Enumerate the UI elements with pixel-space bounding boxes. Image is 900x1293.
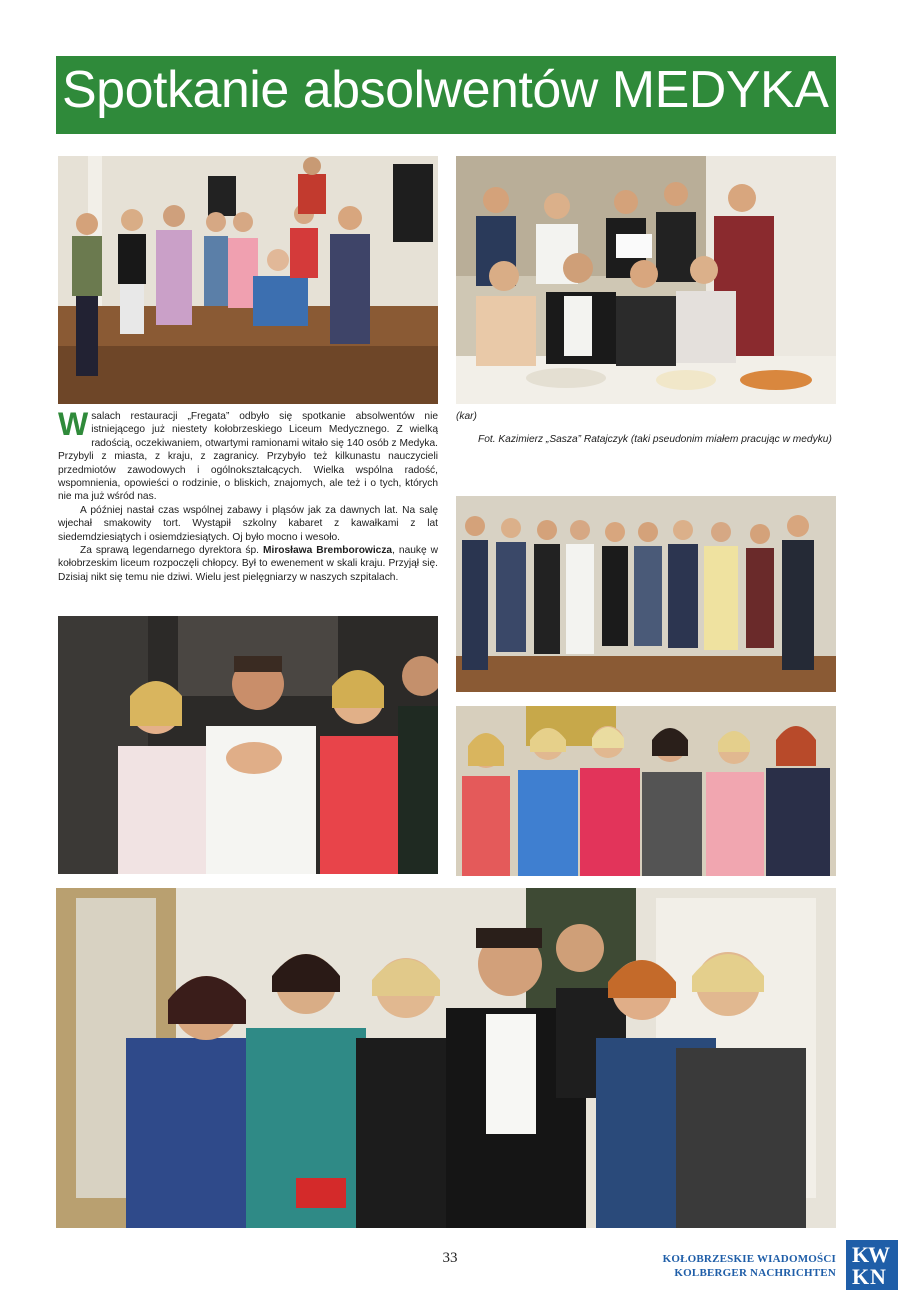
- publication-name-polish: KOŁOBRZESKIE WIADOMOŚCI: [662, 1253, 836, 1265]
- article-paragraph-3-lead: Za sprawą legendarnego dyrektora śp.: [80, 545, 260, 557]
- stage-performance-photo: [58, 156, 438, 404]
- publication-name: [636, 1252, 836, 1280]
- article-paragraph-1-text: salach restauracji „Fregata” odbyło się spotkanie absolwentów nie istniejącego już niestety kołobrzeskiego Liceum Medycznego. Z wielką radością, oczekiwaniem, otwartymi ramionami witało się 140 osób z Medyka. Przybyli z miasta, z kraju, z zagranicy. Przybyło też kilkunastu nauczycieli przedmiotów zawodowych i ogólnokształcących. Wielka wspólna radość, wspomnienia, opowieści o rodzinie, o bliskich, znajomych, ale też i o tych, których nie ma już wśród nas.: [58, 411, 438, 503]
- article-paragraph-1: [58, 410, 438, 504]
- teachers-group-photo: [456, 496, 836, 692]
- person-name: Mirosława Bremborowicza: [263, 545, 393, 557]
- page-title: Spotkanie absolwentów MEDYKA: [62, 61, 829, 119]
- photo-credit: Fot. Kazimierz „Sasza” Ratajczyk (taki pseudonim miałem pracując w medyku): [478, 434, 832, 446]
- article-signature: (kar): [456, 411, 477, 422]
- article-paragraph-3-rest: , naukę w kołobrzeskim liceum rozpoczęli chłopcy. Był to ewenement w skali kraju. Przyjął się. Dzisiaj nikt się temu nie dziwi. Wielu jest pielęgniarzy w naszych szpitalach.: [58, 545, 438, 583]
- alumni-group-photo: [56, 888, 836, 1228]
- publication-logo: K W K N: [846, 1240, 898, 1290]
- banquet-table-photo: [456, 156, 836, 404]
- drop-cap: W: [58, 410, 89, 442]
- article-paragraph-2: A później nastał czas wspólnej zabawy i pląsów jak za dawnych lat. Na salę wjechał smakowity tort. Wystąpił szkolny kabaret z kawałkami z lat siedemdziesiątych i osiemdziesiątych. Oj było mocno i wesoło.: [58, 504, 438, 543]
- title-banner: [56, 56, 836, 134]
- dancing-couple-photo: [58, 616, 438, 874]
- article-column-left: [58, 410, 438, 610]
- page-number: 33: [442, 1250, 458, 1266]
- women-group-photo: [456, 706, 836, 876]
- publication-name-german: KOLBERGER NACHRICHTEN: [674, 1267, 836, 1279]
- article-paragraph-3: [58, 544, 438, 584]
- article-column-right: [456, 410, 836, 490]
